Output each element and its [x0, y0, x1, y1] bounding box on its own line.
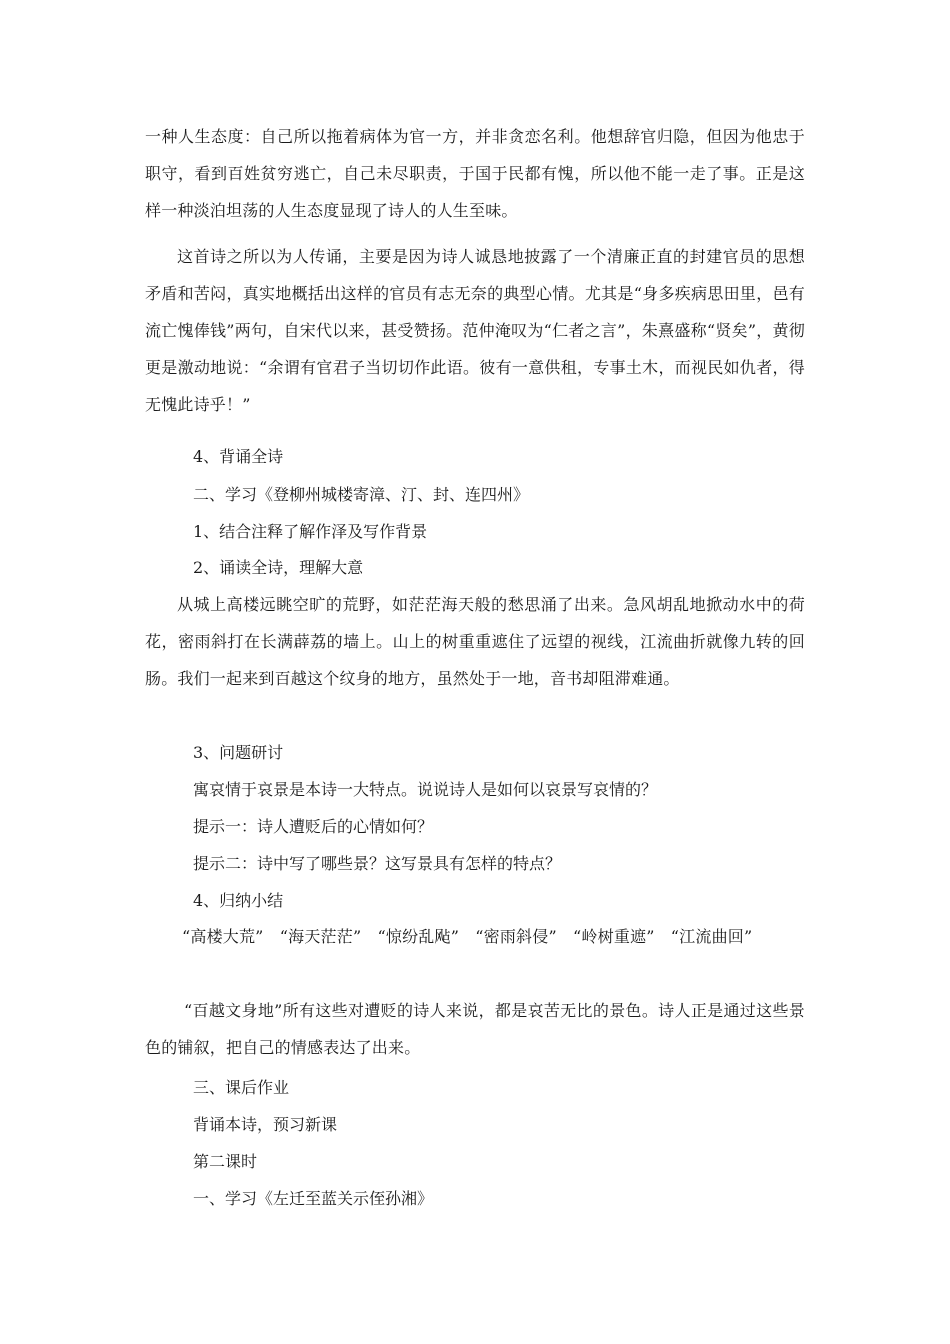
step-notes-background: 1、结合注释了解作泽及写作背景	[193, 522, 428, 541]
step-problem-discussion: 3、问题研讨	[193, 743, 284, 762]
hint-two: 提示二：诗中写了哪些景？这写景具有怎样的特点？	[193, 854, 562, 873]
homework-task: 背诵本诗，预习新课	[193, 1115, 338, 1134]
lesson-two-heading: 第二课时	[193, 1152, 258, 1171]
paragraph-translation: 从城上高楼远眺空旷的荒野，如茫茫海天般的愁思涌了出来。急风胡乱地掀动水中的荷花，密雨斜打在长满薜荔的墙上。山上的树重重遮住了远望的视线，江流曲折就像九转的回肠。我们一起来到百越这个纹身的地方，虽然处于一地，音书却阻滞难通。	[145, 595, 805, 688]
section-heading-study-zuoqian: 一、学习《左迁至蓝关示侄孙湘》	[193, 1189, 434, 1208]
step-summary: 4、归纳小结	[193, 891, 284, 910]
question-sad-scenery: 寓哀情于哀景是本诗一大特点。说说诗人是如何以哀景写哀情的？	[193, 780, 658, 799]
section-heading-study-liuzhou: 二、学习《登柳州城楼寄漳、汀、封、连四州》	[193, 485, 530, 504]
step-read-poem: 2、诵读全诗，理解大意	[193, 558, 364, 577]
scenery-phrases: “高楼大荒” “海天茫茫” “惊纷乱飐” “密雨斜侵” “岭树重遮” “江流曲回”	[182, 927, 753, 946]
heading-recite-poem: 4、背诵全诗	[193, 447, 284, 466]
paragraph-life-attitude: 一种人生态度：自己所以拖着病体为官一方，并非贪恋名利。他想辞官归隐，但因为他忠于职守，看到百姓贫穷逃亡，自己未尽职责，于国于民都有愧，所以他不能一走了事。正是这样一种淡泊坦荡的人生态度显现了诗人的人生至味。	[145, 127, 805, 220]
hint-one: 提示一：诗人遭贬后的心情如何？	[193, 817, 434, 836]
paragraph-summary: “百越文身地”所有这些对遭贬的诗人来说，都是哀苦无比的景色。诗人正是通过这些景色的铺叙，把自己的情感表达了出来。	[145, 1001, 805, 1057]
section-heading-homework: 三、课后作业	[193, 1078, 290, 1097]
paragraph-poem-praise: 这首诗之所以为人传诵，主要是因为诗人诚恳地披露了一个清廉正直的封建官员的思想矛盾和苦闷，真实地概括出这样的官员有志无奈的典型心情。尤其是“身多疾病思田里，邑有流亡愧俸钱”两句，自宋代以来，甚受赞扬。范仲淹叹为“仁者之言”，朱熹盛称“贤矣”，黄彻更是激动地说：“余谓有官君子当切切作此语。彼有一意供租，专事土木，而视民如仇者，得无愧此诗乎！”	[145, 247, 805, 414]
